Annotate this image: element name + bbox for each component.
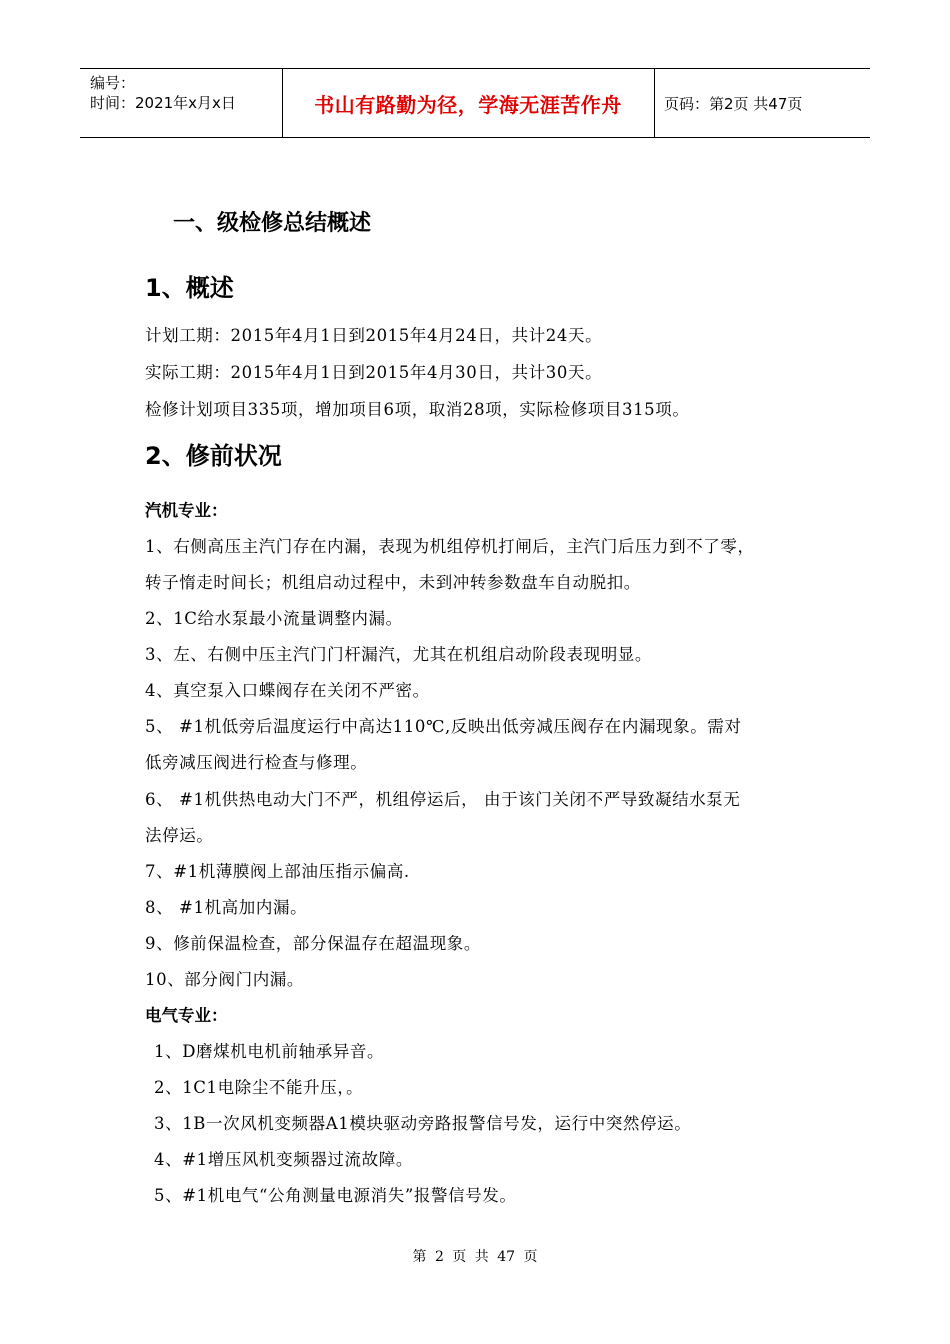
header-time: 时间：2021年x月x日	[90, 94, 236, 112]
steam-line: 5、 #1机低旁后温度运行中高达110℃,反映出低旁减压阀存在内漏现象。需对	[145, 717, 742, 736]
steam-line: 6、 #1机供热电动大门不严，机组停运后， 由于该门关闭不严导致凝结水泵无	[145, 790, 741, 809]
electrical-label: 电气专业：	[145, 1006, 228, 1025]
steam-line: 转子惰走时间长；机组启动过程中，未到冲转参数盘车自动脱扣。	[145, 573, 641, 592]
steam-line: 2、1C给水泵最小流量调整内漏。	[145, 609, 403, 628]
electrical-line: 2、1C1电除尘不能升压，。	[154, 1078, 364, 1097]
electrical-line: 1、D磨煤机电机前轴承异音。	[154, 1042, 385, 1061]
page-footer: 第 2 页 共 47 页	[412, 1249, 538, 1265]
header-meta	[90, 73, 236, 113]
steam-line: 1、右侧高压主汽门存在内漏，表现为机组停机打闸后，主汽门后压力到不了零，	[145, 537, 755, 556]
section1-heading: 1、概述	[145, 274, 234, 302]
section1-line: 实际工期：2015年4月1日到2015年4月30日，共计30天。	[145, 363, 603, 382]
header-page-number: 页码：第2页 共47页	[664, 94, 803, 113]
header-motto: 书山有路勤为径，学海无涯苦作舟	[314, 92, 622, 117]
electrical-line: 3、1B一次风机变频器A1模块驱动旁路报警信号发，运行中突然停运。	[154, 1114, 692, 1133]
section1-line: 计划工期：2015年4月1日到2015年4月24日，共计24天。	[145, 326, 603, 345]
document-title: 一、级检修总结概述	[173, 211, 372, 236]
steam-line: 低旁减压阀进行检查与修理。	[145, 753, 368, 772]
steam-line: 4、真空泵入口蝶阀存在关闭不严密。	[145, 681, 430, 700]
electrical-line: 4、#1增压风机变频器过流故障。	[154, 1150, 413, 1169]
section1-line: 检修计划项目335项，增加项目6项，取消28项，实际检修项目315项。	[145, 400, 690, 419]
steam-line: 3、左、右侧中压主汽门门杆漏汽，尤其在机组启动阶段表现明显。	[145, 645, 652, 664]
steam-line: 8、 #1机高加内漏。	[145, 898, 308, 917]
header-divider	[654, 69, 655, 137]
page-header	[80, 68, 870, 138]
steam-line: 法停运。	[145, 826, 214, 845]
electrical-line: 5、#1机电气“公角测量电源消失”报警信号发。	[154, 1186, 517, 1205]
steam-line: 9、修前保温检查，部分保温存在超温现象。	[145, 934, 481, 953]
header-number: 编号：	[90, 74, 136, 92]
steam-label: 汽机专业：	[145, 501, 228, 520]
steam-line: 10、部分阀门内漏。	[145, 970, 304, 989]
section2-heading: 2、修前状况	[145, 442, 282, 470]
steam-line: 7、#1机薄膜阀上部油压指示偏高.	[145, 862, 410, 881]
